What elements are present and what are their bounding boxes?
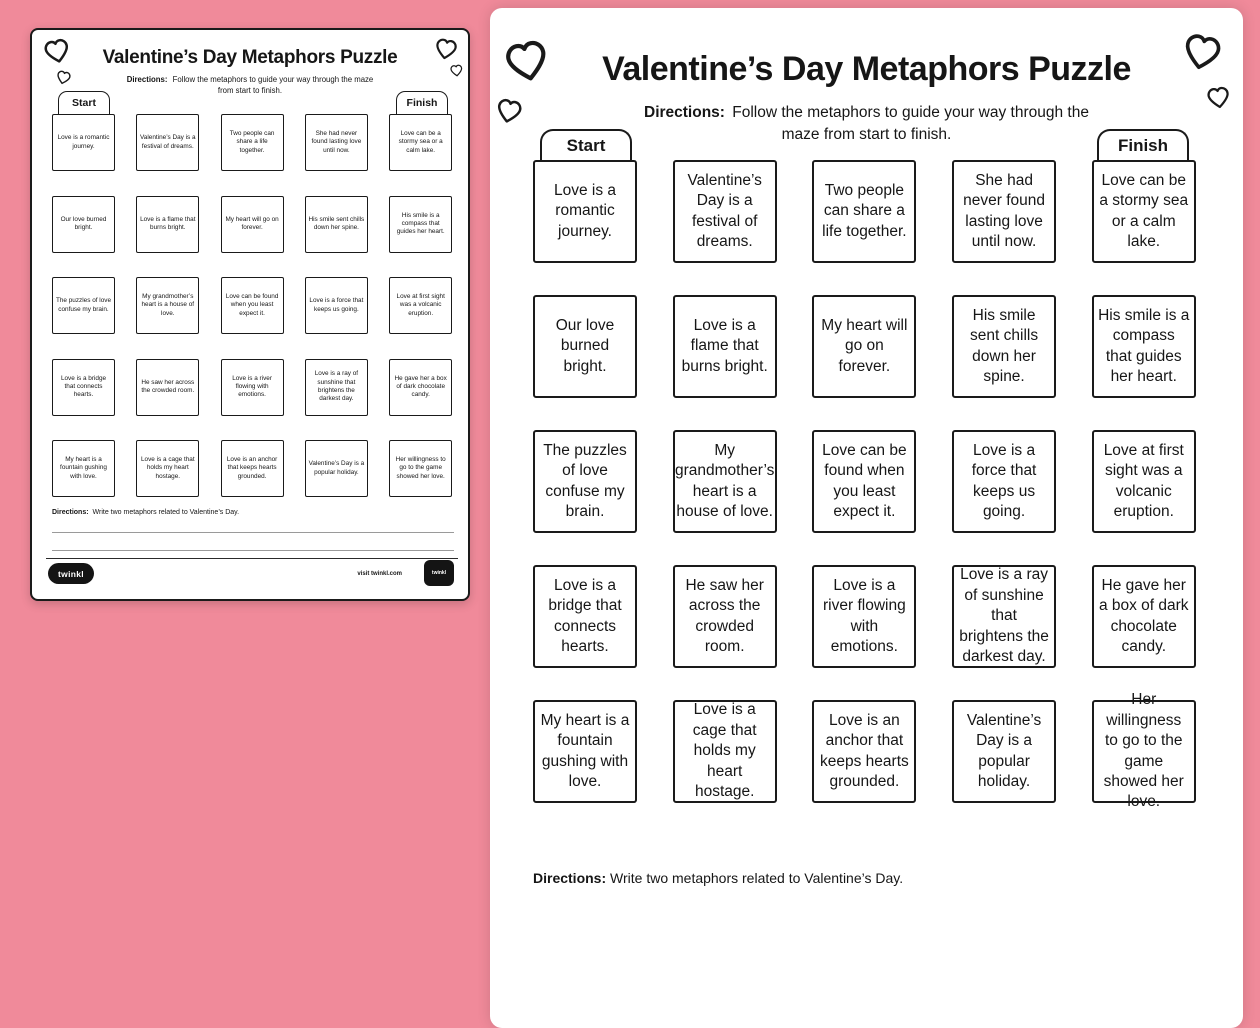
metaphor-cell: Love can be a stormy sea or a calm lake. <box>1092 160 1196 263</box>
metaphor-cell: My heart will go on forever. <box>221 196 284 253</box>
write-prompt-text: Write two metaphors related to Valentine’s Day. <box>610 870 904 886</box>
metaphor-cell: Love is a ray of sunshine that brightens the darkest day. <box>305 359 368 416</box>
directions-label: Directions: <box>126 75 170 84</box>
metaphor-cell: Love is a ray of sunshine that brightens the darkest day. <box>952 565 1056 668</box>
metaphor-cell: Love is a flame that burns bright. <box>136 196 199 253</box>
footer-divider <box>46 558 458 559</box>
metaphor-cell: His smile is a compass that guides her heart. <box>389 196 452 253</box>
metaphor-cell: Two people can share a life together. <box>221 114 284 171</box>
metaphor-cell: Love is a river flowing with emotions. <box>812 565 916 668</box>
metaphor-cell: Love is an anchor that keeps hearts grounded. <box>812 700 916 803</box>
heart-icon <box>1203 82 1233 112</box>
metaphor-cell: Love can be a stormy sea or a calm lake. <box>389 114 452 171</box>
metaphor-cell: Love is an anchor that keeps hearts grounded. <box>221 440 284 497</box>
metaphor-cell: My heart will go on forever. <box>812 295 916 398</box>
metaphor-cell: She had never found lasting love until now. <box>952 160 1056 263</box>
metaphor-cell: He gave her a box of dark chocolate candy. <box>1092 565 1196 668</box>
metaphor-cell: My heart is a fountain gushing with love. <box>52 440 115 497</box>
metaphor-cell: Our love burned bright. <box>533 295 637 398</box>
metaphor-cell: Valentine’s Day is a festival of dreams. <box>136 114 199 171</box>
directions <box>630 102 1103 147</box>
metaphor-cell: Love can be found when you least expect it. <box>812 430 916 533</box>
metaphor-cell: Love is a cage that holds my heart hostage. <box>136 440 199 497</box>
write-prompt-text: Write two metaphors related to Valentine’s Day. <box>92 509 240 516</box>
metaphor-cell: My grandmother’s heart is a house of love. <box>136 277 199 334</box>
metaphor-cell: Two people can share a life together. <box>812 160 916 263</box>
twinkl-badge: twinkl <box>424 560 454 586</box>
write-prompt-label: Directions: <box>52 509 91 516</box>
start-tab: Start <box>540 129 632 160</box>
twinkl-logo: twinkl <box>48 563 94 584</box>
metaphor-cell: Valentine’s Day is a popular holiday. <box>305 440 368 497</box>
metaphor-cell: The puzzles of love confuse my brain. <box>533 430 637 533</box>
finish-tab: Finish <box>1097 129 1189 160</box>
writing-line <box>52 550 454 551</box>
metaphor-cell: Love is a river flowing with emotions. <box>221 359 284 416</box>
writing-line <box>52 532 454 533</box>
visit-text: visit twinkl.com <box>357 571 402 577</box>
metaphor-cell: His smile is a compass that guides her heart. <box>1092 295 1196 398</box>
metaphor-cell: My grandmother’s heart is a house of love. <box>673 430 777 533</box>
metaphor-cell: His smile sent chills down her spine. <box>305 196 368 253</box>
metaphor-cell: Love is a cage that holds my heart hostage. <box>673 700 777 803</box>
metaphor-cell: Our love burned bright. <box>52 196 115 253</box>
heart-icon <box>39 33 75 69</box>
directions <box>124 75 376 96</box>
directions-label: Directions: <box>644 104 730 121</box>
heart-icon <box>491 93 527 129</box>
worksheet-preview-large <box>490 8 1243 1028</box>
metaphor-grid <box>52 114 454 497</box>
metaphor-grid <box>533 160 1196 811</box>
write-prompt <box>52 509 239 516</box>
metaphor-cell: Love is a force that keeps us going. <box>305 277 368 334</box>
page-title: Valentine’s Day Metaphors Puzzle <box>102 47 398 68</box>
page-title: Valentine’s Day Metaphors Puzzle <box>602 50 1131 88</box>
write-prompt-label: Directions: <box>533 870 611 886</box>
metaphor-cell: He saw her across the crowded room. <box>136 359 199 416</box>
metaphor-cell: He saw her across the crowded room. <box>673 565 777 668</box>
metaphor-cell: Love is a bridge that connects hearts. <box>533 565 637 668</box>
metaphor-cell: My heart is a fountain gushing with love. <box>533 700 637 803</box>
metaphor-cell: Valentine’s Day is a popular holiday. <box>952 700 1056 803</box>
directions-text: Follow the metaphors to guide your way through the maze from start to finish. <box>732 104 1089 144</box>
finish-tab: Finish <box>396 91 448 114</box>
write-prompt <box>533 870 903 886</box>
metaphor-cell: Her willingness to go to the game showed her love. <box>1092 700 1196 803</box>
start-tab: Start <box>58 91 110 114</box>
metaphor-cell: She had never found lasting love until now. <box>305 114 368 171</box>
metaphor-cell: Love at first sight was a volcanic eruption. <box>1092 430 1196 533</box>
metaphor-cell: Love at first sight was a volcanic eruption. <box>389 277 452 334</box>
heart-icon <box>1176 26 1228 78</box>
metaphor-cell: The puzzles of love confuse my brain. <box>52 277 115 334</box>
metaphor-cell: Her willingness to go to the game showed her love. <box>389 440 452 497</box>
heart-icon <box>448 62 464 78</box>
metaphor-cell: Love is a romantic journey. <box>533 160 637 263</box>
directions-text: Follow the metaphors to guide your way through the maze from start to finish. <box>172 75 374 95</box>
metaphor-cell: He gave her a box of dark chocolate candy. <box>389 359 452 416</box>
metaphor-cell: Love is a force that keeps us going. <box>952 430 1056 533</box>
heart-icon <box>53 67 74 88</box>
heart-icon <box>431 34 461 64</box>
metaphor-cell: Love is a flame that burns bright. <box>673 295 777 398</box>
heart-icon <box>497 31 556 90</box>
metaphor-cell: Love can be found when you least expect it. <box>221 277 284 334</box>
metaphor-cell: Love is a bridge that connects hearts. <box>52 359 115 416</box>
metaphor-cell: His smile sent chills down her spine. <box>952 295 1056 398</box>
metaphor-cell: Love is a romantic journey. <box>52 114 115 171</box>
worksheet-preview-small <box>30 28 470 601</box>
metaphor-cell: Valentine’s Day is a festival of dreams. <box>673 160 777 263</box>
